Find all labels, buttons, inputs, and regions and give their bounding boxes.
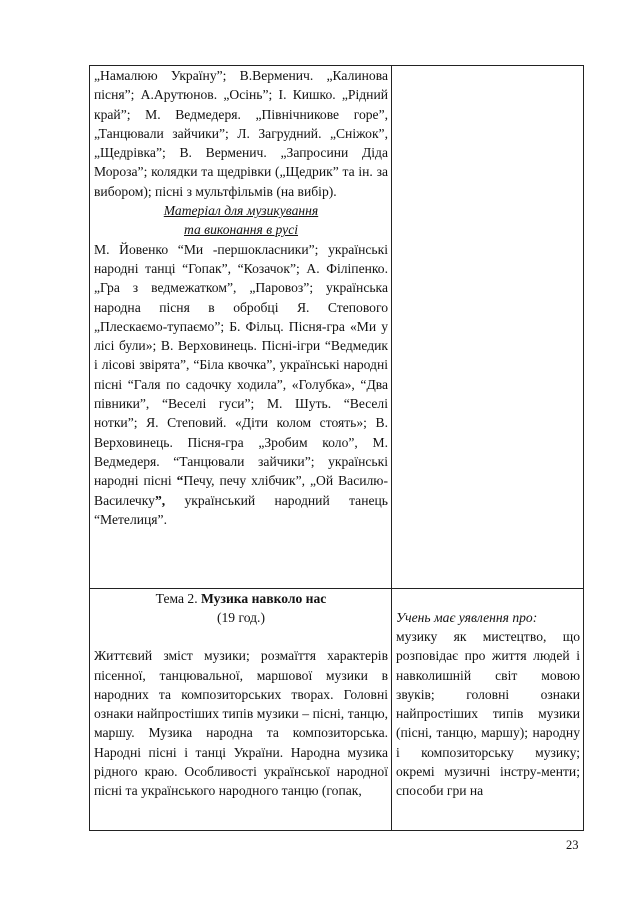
movement-text-mid: Печу, печу хлібчик”, „Ой Василю-Василечку: [94, 473, 388, 508]
table-row: [90, 588, 584, 830]
table-cell-outcomes: [392, 588, 584, 830]
movement-materials-list: [94, 240, 388, 529]
table-cell-empty: [392, 66, 584, 589]
section-heading-line-1: Матеріал для музикування: [163, 203, 319, 219]
page-number: 23: [566, 838, 579, 852]
spacer: [396, 589, 580, 608]
songs-list: „Намалюю Україну”; В.Вермeнич. „Калинова пісня”; А.Арутюнов. „Осінь”; І. Кишко. „Рідний край”; М. Ведмедеря. „Північникове горе”, „Танцювали зайчики”; Л. Загрудний. „Сніжок”, „Щедрівка”; В. Верменич. „Запросини Діда Мороза”; колядки та щедрівки („Щедрик” та ін. за вибором); пісні з мультфільмів (на вибір).: [94, 68, 388, 199]
outcome-text: музику як мистецтво, що розповідає про життя людей і навколишній світ мовою звуків; головні ознаки найпростіших типів музики (пісні, танцю, маршу); народну і композиторську музику; окремі музичні інстру-менти; способи гри на: [396, 628, 580, 799]
movement-bold-quote: ”,: [154, 492, 166, 508]
topic-title: [94, 589, 388, 608]
outcome-heading: Учень має уявлення про:: [396, 609, 538, 625]
table-row: [90, 66, 584, 589]
curriculum-table: [89, 65, 584, 831]
spacer: [94, 627, 388, 646]
topic-content: Життєвий зміст музики; розмаїття характерів пісенної, танцювальної, маршової музики в народних та композиторських творах. Головні ознаки найпростіших типів музики – пісні, танцю, маршу. Музика народна та композиторська. Народні пісні і танці України. Народна музика рідного краю. Особливості української народної пісні та українського народного танцю (гопак,: [94, 648, 388, 799]
movement-bold-quote: “: [176, 473, 184, 489]
section-heading-line-2: та виконання в русі: [183, 222, 299, 238]
table-cell-materials: [90, 66, 392, 589]
table-cell-topic: [90, 588, 392, 830]
topic-name: Музика навколо нас: [201, 590, 327, 606]
topic-prefix: Тема 2.: [155, 590, 202, 606]
movement-text-end: український народний танець “Метелиця”.: [94, 492, 388, 527]
movement-text: М. Йовенко “Ми -першокласники”; українські народні танці “Гопак”, “Козачок”; А. Філіпенко. „Гра з ведмежатком”, „Паровоз”; українська народна пісня в обробці Я. Степового „Плескаємо-тупаємо”; Б. Фільц. Пісня-гра «Ми у лісі були»; В. Верховинець. Пісні-ігри “Ведмедик і лісові звірята”, “Біла квочка”, українські народні пісні “Галя по садочку ходила”, «Голубка», “Два півники”, “Веселі гуси”; М. Шуть. “Веселі нотки”; Я. Степовий. «Діти колом стоять»; В. Верховинець. Пісня-гра „Зробим коло”, М. Ведмедеря. “Танцювали зайчики”; українські народні пісні: [94, 241, 388, 489]
topic-hours: (19 год.): [216, 609, 265, 625]
